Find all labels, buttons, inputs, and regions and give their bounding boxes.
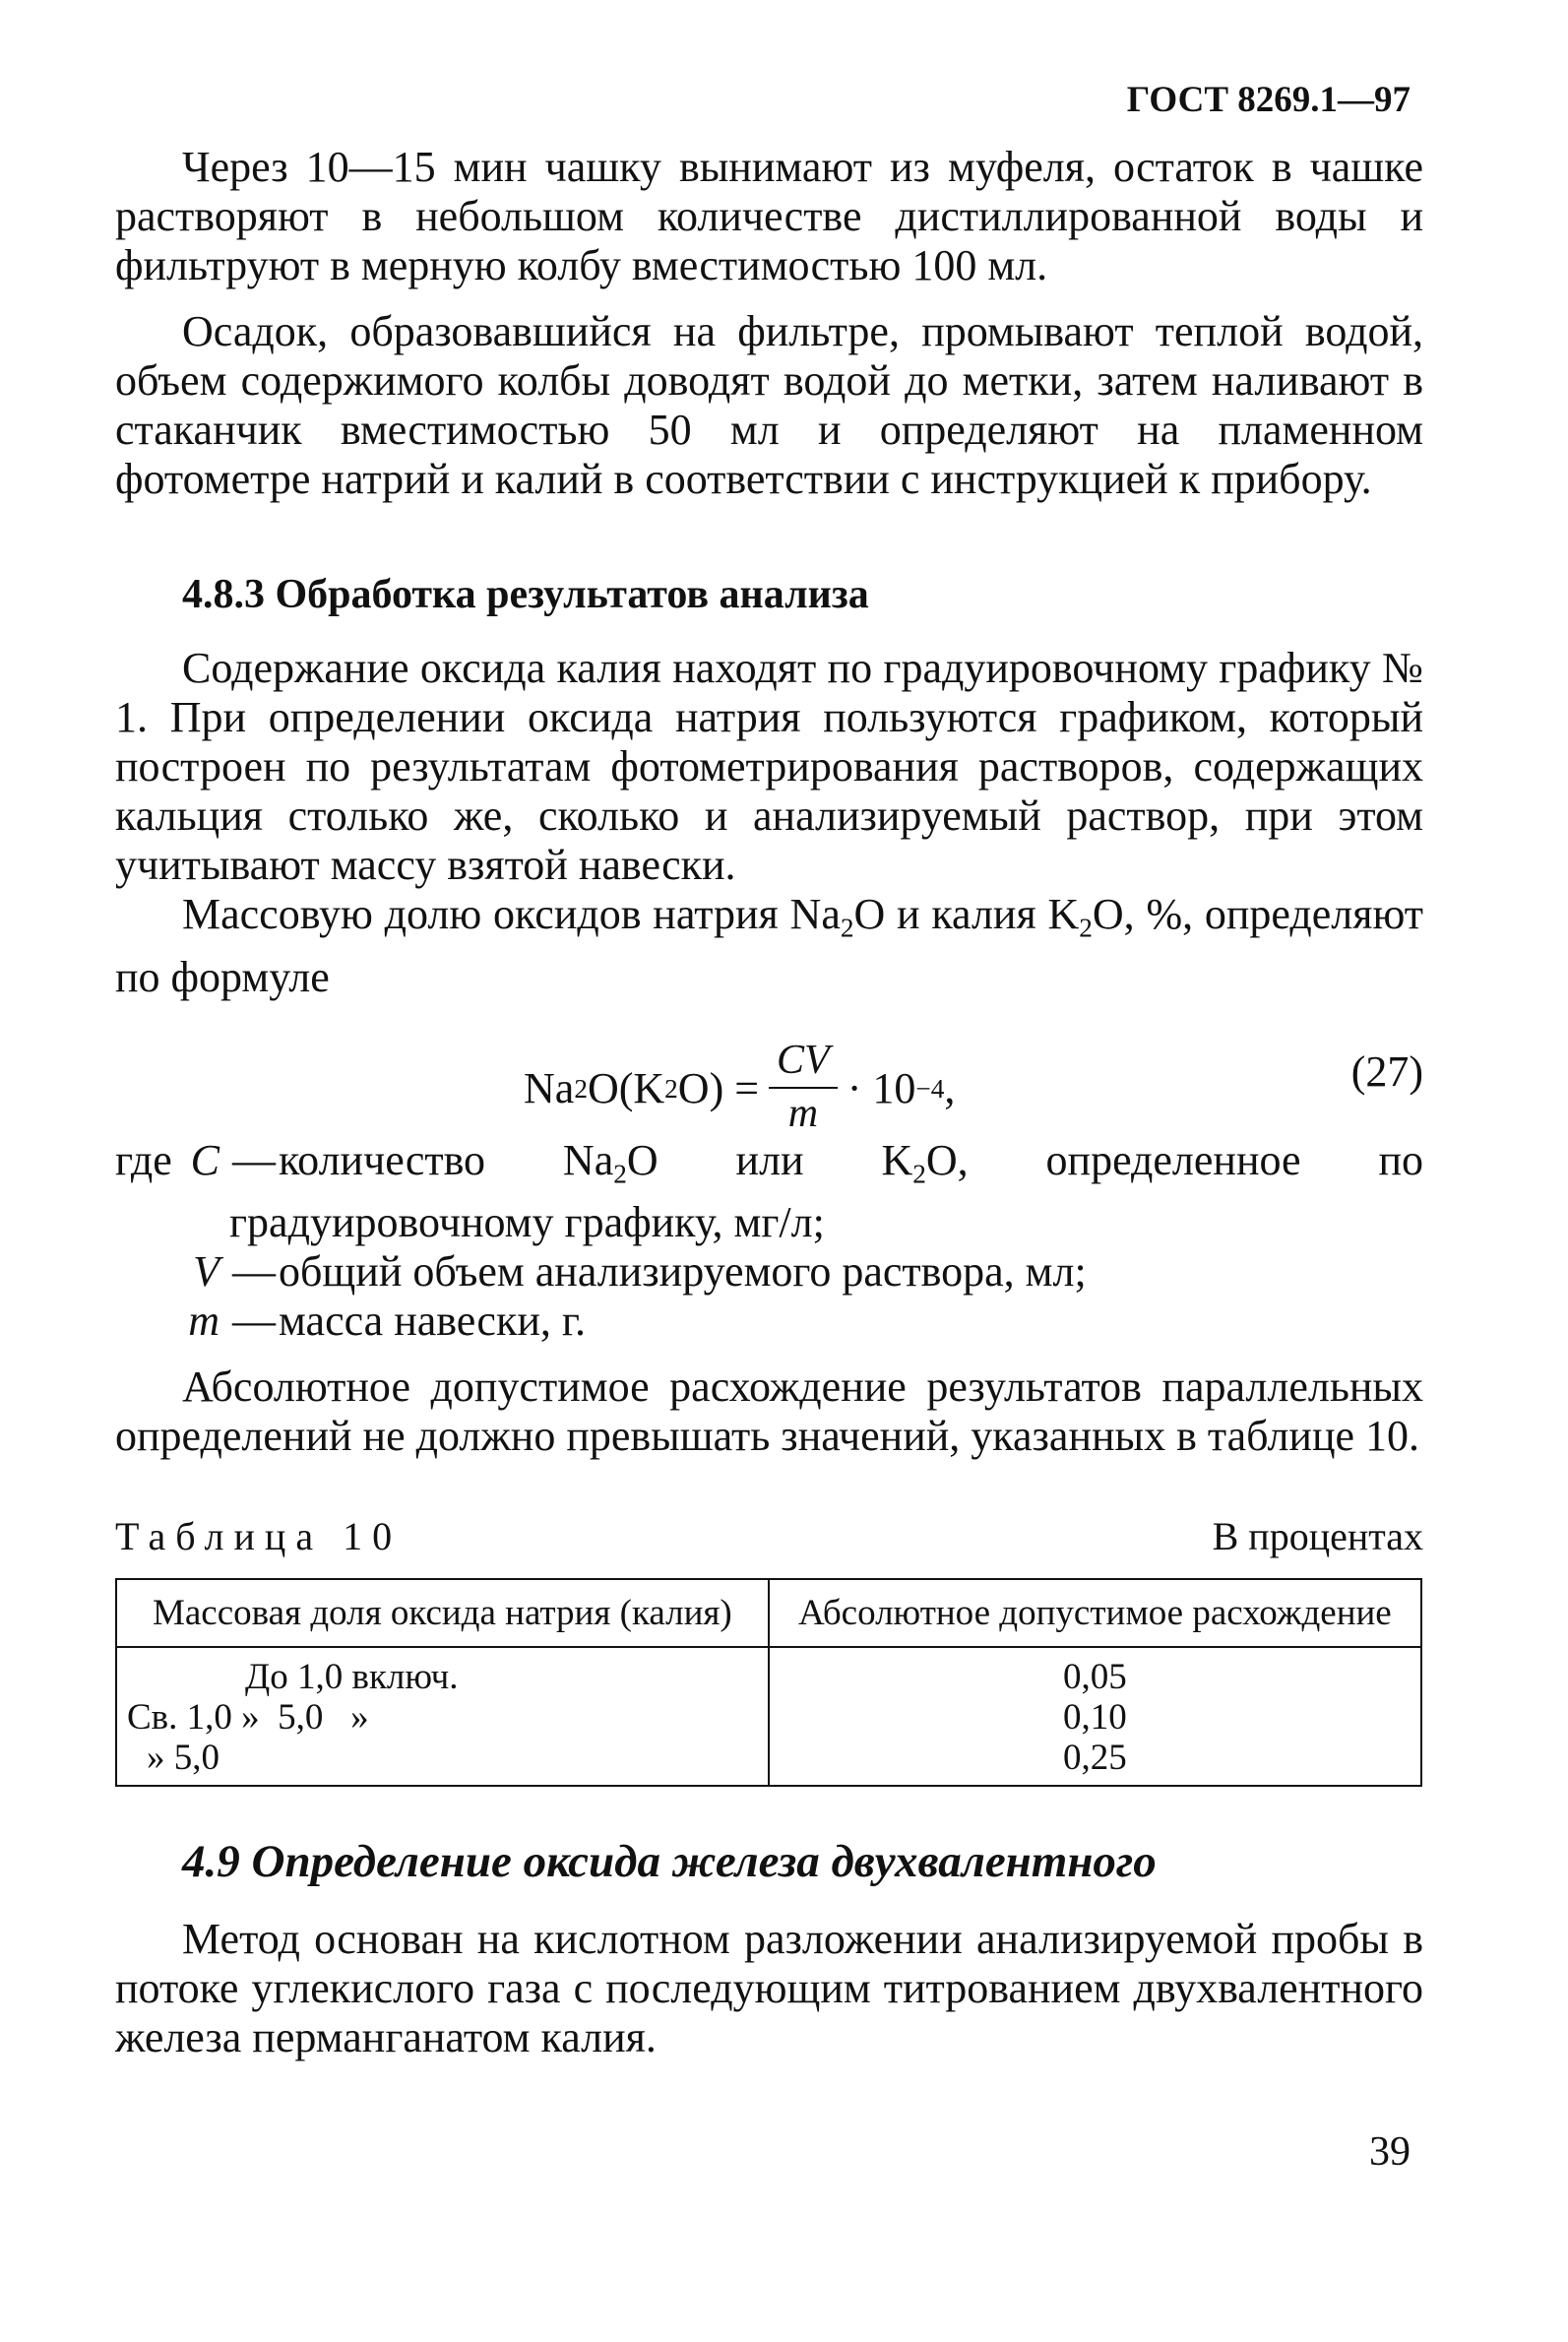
definition-c-text-2: O или K bbox=[626, 1135, 913, 1184]
definition-c-subscript-2: 2 bbox=[912, 1159, 926, 1189]
definition-c-text-3: O, определенное по градуировочному графику, мг/л; bbox=[229, 1135, 1423, 1247]
formula-numerator: CV bbox=[769, 1040, 838, 1089]
definition-c-dash: — bbox=[232, 1135, 276, 1184]
section-title-4-9: 4.9 Определение оксида железа двухвалентного bbox=[182, 1836, 1157, 1888]
definition-c-text bbox=[229, 1136, 1423, 1248]
mass-fraction-formula bbox=[524, 1037, 956, 1136]
definition-m bbox=[115, 1297, 1423, 1346]
paragraph-6: Метод основан на кислотном разложении анализируемой пробы в потоке углекислого газа с последующим титрованием двухвалентного железа перманганатом калия. bbox=[115, 1915, 1423, 2062]
document-header: ГОСТ 8269.1—97 bbox=[1126, 80, 1411, 120]
formula-comma: , bbox=[944, 1063, 956, 1112]
table-row-1-right: 0,05 bbox=[1062, 1657, 1127, 1698]
table-row-2-right: 0,10 bbox=[1062, 1697, 1127, 1739]
formula-power: −4 bbox=[915, 1073, 945, 1104]
definition-v-symbol: V bbox=[193, 1247, 220, 1297]
paragraph-1: Через 10—15 мин чашку вынимают из муфеля, остаток в чашке растворяют в небольшом количестве дистиллированной воды и фильтруют в мерную колбу вместимостью 100 мл. bbox=[115, 143, 1423, 289]
potassium-subscript: 2 bbox=[1079, 913, 1093, 943]
definition-m-text bbox=[229, 1297, 1423, 1346]
paragraph-3: Содержание оксида калия находят по градуировочному графику № 1. При определении оксида натрия пользуются графиком, который построен по результатам фотометрирования растворов, содержащих кальция столько же, сколько и анализируемый раствор, при этом учитывают массу взятой навески. bbox=[115, 644, 1423, 889]
table-header-row bbox=[116, 1579, 1421, 1647]
table-row-2-left: Св. 1,0 » 5,0 » bbox=[127, 1697, 369, 1739]
formula-left-sodium-subscript: 2 bbox=[574, 1073, 588, 1104]
table-left-values bbox=[116, 1647, 769, 1786]
table-header-mass-fraction: Массовая доля оксида натрия (калия) bbox=[116, 1579, 769, 1647]
definition-c-symbol: C bbox=[190, 1135, 220, 1184]
table-header-allowed-difference: Абсолютное допустимое расхождение bbox=[769, 1579, 1421, 1647]
paragraph-4-after-potassium: O, %, определяют по формуле bbox=[115, 890, 1423, 1001]
definition-c-text-1: количество Na bbox=[279, 1135, 614, 1184]
paragraph-2: Осадок, образовавшийся на фильтре, промывают теплой водой, объем содержимого колбы доводят водой до метки, затем наливают в стаканчик вместимостью 50 мл и определяют на пламенном фотометре натрий и калий в соответствии с инструкцией к прибору. bbox=[115, 307, 1423, 503]
table-row-1-left: До 1,0 включ. bbox=[245, 1657, 459, 1698]
page-number: 39 bbox=[1369, 2129, 1411, 2175]
table-10 bbox=[115, 1578, 1422, 1787]
definition-m-description: масса навески, г. bbox=[279, 1297, 586, 1346]
table-unit: В процентах bbox=[1212, 1514, 1423, 1559]
sodium-subscript: 2 bbox=[840, 913, 854, 943]
equation-number: (27) bbox=[1350, 1046, 1423, 1096]
paragraph-5: Абсолютное допустимое расхождение результатов параллельных определений не должно превышать значений, указанных в таблице 10. bbox=[115, 1362, 1423, 1461]
table-header bbox=[116, 1579, 1421, 1647]
definition-where-label: где bbox=[115, 1135, 172, 1184]
table-row bbox=[116, 1647, 1421, 1786]
definition-c bbox=[115, 1136, 1423, 1248]
paragraph-spacing bbox=[115, 290, 1423, 307]
formula-left-close-equals: O) = bbox=[677, 1063, 760, 1112]
formula-multiplier: · 10 bbox=[847, 1063, 916, 1112]
formula-left-open-potassium: O(K bbox=[587, 1063, 665, 1112]
paragraph-4-before-sodium: Массовую долю оксидов натрия Na bbox=[182, 890, 841, 938]
formula-definitions bbox=[115, 1136, 1423, 1347]
definition-v bbox=[115, 1247, 1423, 1297]
table-row-3-right: 0,25 bbox=[1062, 1738, 1127, 1779]
definition-m-dash: — bbox=[232, 1297, 276, 1346]
definition-v-text bbox=[229, 1247, 1423, 1297]
table-body bbox=[116, 1647, 1421, 1786]
paragraph-4-between: O и калия K bbox=[853, 890, 1080, 938]
formula-fraction bbox=[769, 1037, 838, 1136]
formula-denominator: m bbox=[787, 1090, 819, 1136]
table-caption-row bbox=[115, 1512, 1423, 1561]
page-content bbox=[115, 143, 1423, 2062]
definition-v-description: общий объем анализируемого раствора, мл; bbox=[279, 1247, 1087, 1297]
table-label: Таблица 10 bbox=[115, 1514, 403, 1559]
section-title-4-8-3: 4.8.3 Обработка результатов анализа bbox=[182, 572, 869, 617]
formula-left-sodium: Na bbox=[524, 1063, 575, 1112]
paragraph-spacing bbox=[115, 1346, 1423, 1362]
paragraph-4 bbox=[115, 890, 1423, 1002]
formula-row bbox=[115, 1020, 1423, 1136]
definition-c-subscript-1: 2 bbox=[613, 1159, 627, 1189]
table-right-values bbox=[769, 1647, 1421, 1786]
formula-left-potassium-subscript: 2 bbox=[664, 1073, 678, 1104]
definition-v-dash: — bbox=[232, 1247, 276, 1297]
definition-m-symbol: m bbox=[188, 1297, 220, 1346]
table-row-3-left: » 5,0 bbox=[147, 1738, 220, 1779]
